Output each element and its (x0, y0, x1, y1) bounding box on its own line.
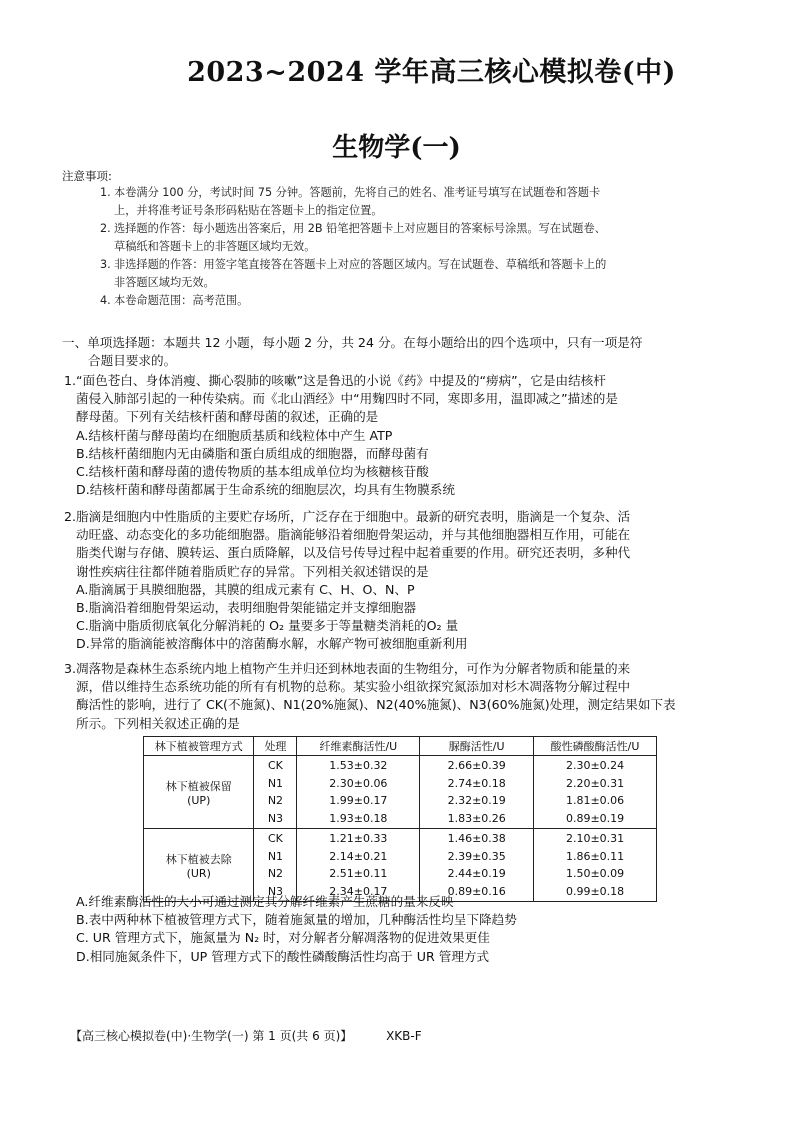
cellulase-cell: 1.53±0.32 2.30±0.06 1.99±0.17 1.93±0.18 (297, 756, 420, 829)
col-header: 酸性磷酸酶活性/U (534, 737, 657, 756)
notice-item: 1. 本卷满分 100 分，考试时间 75 分钟。答题前，先将自己的姓名、准考证号填写在试题卷和答题卡 上，并将准考证号条形码粘贴在答题卡上的指定位置。 (100, 186, 601, 217)
option-d: D.结核杆菌和酵母菌都属于生命系统的细胞层次，均具有生物膜系统 (76, 482, 455, 498)
urease-cell: 2.66±0.39 2.74±0.18 2.32±0.19 1.83±0.26 (420, 756, 534, 829)
section-heading: 一、单项选择题：本题共 12 小题，每小题 2 分，共 24 分。在每小题给出的四个选项中，只有一项是符 合题目要求的。 (62, 335, 643, 369)
option-b: B.结核杆菌细胞内无由磷脂和蛋白质组成的细胞器，而酵母菌有 (76, 445, 429, 461)
exam-title: 2023~2024 学年高三核心模拟卷(中) (187, 57, 676, 88)
acid-phosphatase-cell: 2.10±0.31 1.86±0.11 1.50±0.09 0.99±0.18 (534, 829, 657, 902)
question-3: 3. 凋落物是森林生态系统内地上植物产生并归还到林地表面的生物组分，可作为分解者物质和能量的来 源，借以维持生态系统功能的所有有机物的总称。某实验小组欲探究氮添加对杉木凋落物分解过程中 酶活性的影响，进行了 CK(不施氮)、N1(20%施氮)、N2(40%施氮)、N3(60%施氮)处理，测定结果如下表 所示。下列相关叙述正确的是 (64, 661, 676, 731)
option-c: C. UR 管理方式下，施氮量为 N₂ 时，对分解者分解凋落物的促进效果更佳 (76, 930, 490, 946)
option-b: B.表中两种林下植被管理方式下，随着施氮量的增加，几种酶活性均呈下降趋势 (76, 912, 517, 928)
option-a: A.结核杆菌与酵母菌均在细胞质基质和线粒体中产生 ATP (76, 427, 393, 443)
notice-heading: 注意事项: (62, 169, 112, 183)
management-cell: 林下植被去除 (UR) (144, 829, 254, 902)
option-b: B.脂滴沿着细胞骨架运动，表明细胞骨架能锚定并支撑细胞器 (76, 600, 417, 616)
question-1: 1. “面色苍白、身体消瘦、撕心裂肺的咳嗽”这是鲁迅的小说《药》中提及的“痨病”，它是由结核杆 菌侵入肺部引起的一种传染病。而《北山酒经》中“用麴四时不同，寒即多用，温即减之”描述的是 酵母菌。下列有关结核杆菌和酵母菌的叙述，正确的是 A.结核杆菌与酵母菌均在细胞质基质和线粒体中产生 ATP B.结核杆菌细胞内无由磷脂和蛋白质组成的细胞器，而酵母菌有 C.结核杆菌和酵母菌的遗传物质的基本组成单位均为核糖核苷酸 D.结核杆菌和酵母菌都属于生命系统的细胞层次，均具有生物膜系统 (76, 372, 744, 499)
option-c: C.结核杆菌和酵母菌的遗传物质的基本组成单位均为核糖核苷酸 (76, 464, 429, 480)
treatment-cell: CK N1 N2 N3 (254, 829, 297, 902)
page-footer (70, 1027, 422, 1044)
subject-title: 生物学(一) (332, 133, 461, 163)
notice-list (100, 184, 740, 310)
table-group-row (144, 829, 657, 902)
option-a: A.脂滴属于具膜细胞器，其膜的组成元素有 C、H、O、N、P (76, 581, 415, 597)
notice-item: 3. 非选择题的作答：用签字笔直接答在答题卡上对应的答题区域内。写在试题卷、草稿纸和答题卡上的 非答题区域均无效。 (100, 258, 607, 289)
notice-item: 4. 本卷命题范围：高考范围。 (100, 294, 249, 307)
option-d: D.异常的脂滴能被溶酶体中的溶菌酶水解，水解产物可被细胞重新利用 (76, 636, 468, 652)
footer-text: 【高三核心模拟卷(中)·生物学(一) 第 1 页(共 6 页)】 (70, 1029, 353, 1043)
treatment-cell: CK N1 N2 N3 (254, 756, 297, 829)
urease-cell: 1.46±0.38 2.39±0.35 2.44±0.19 0.89±0.16 (420, 829, 534, 902)
col-header: 处理 (254, 737, 297, 756)
cellulase-cell: 1.21±0.33 2.14±0.21 2.51±0.11 2.34±0.17 (297, 829, 420, 902)
question-number: 1. (64, 373, 77, 388)
col-header: 林下植被管理方式 (144, 737, 254, 756)
question-number: 2. (64, 509, 77, 524)
col-header: 纤维素酶活性/U (297, 737, 420, 756)
table-header-row (144, 737, 657, 756)
management-cell: 林下植被保留 (UP) (144, 756, 254, 829)
acid-phosphatase-cell: 2.30±0.24 2.20±0.31 1.81±0.06 0.89±0.19 (534, 756, 657, 829)
option-a: A.纤维素酶活性的大小可通过测定其分解纤维素产生蔗糖的量来反映 (76, 894, 454, 909)
option-c: C.脂滴中脂质彻底氧化分解消耗的 O₂ 量要多于等量糖类消耗的O₂ 量 (76, 618, 459, 634)
question-2: 2. 脂滴是细胞内中性脂质的主要贮存场所，广泛存在于细胞中。最新的研究表明，脂滴是一个复杂、活 动旺盛、动态变化的多功能细胞器。脂滴能够沿着细胞骨架运动，并与其他细胞器相互作用，可能在 脂类代谢与存储、膜转运、蛋白质降解，以及信号传导过程中起着重要的作用。研究还表明，多种代 谢性疾病往往都伴随着脂质贮存的异常。下列相关叙述错误的是 A.脂滴属于具膜细胞器，其膜的组成元素有 C、H、O、N、P B.脂滴沿着细胞骨架运动，表明细胞骨架能锚定并支撑细胞器 C.脂滴中脂质彻底氧化分解消耗的 O₂ 量要多于等量糖类消耗的O₂ 量 D.异常的脂滴能被溶酶体中的溶菌酶水解，水解产物可被细胞重新利用 (76, 508, 744, 654)
col-header: 脲酶活性/U (420, 737, 534, 756)
question-3-options (76, 893, 744, 966)
table-group-row (144, 756, 657, 829)
notice-item: 2. 选择题的作答：每小题选出答案后，用 2B 铅笔把答题卡上对应题目的答案标号涂黑。写在试题卷、 草稿纸和答题卡上的非答题区域均无效。 (100, 222, 606, 253)
enzyme-activity-table (143, 736, 657, 902)
option-d: D.相同施氮条件下，UP 管理方式下的酸性磷酸酶活性均高于 UR 管理方式 (76, 948, 490, 964)
question-number: 3. (64, 661, 77, 676)
footer-code: XKB-F (386, 1029, 422, 1043)
